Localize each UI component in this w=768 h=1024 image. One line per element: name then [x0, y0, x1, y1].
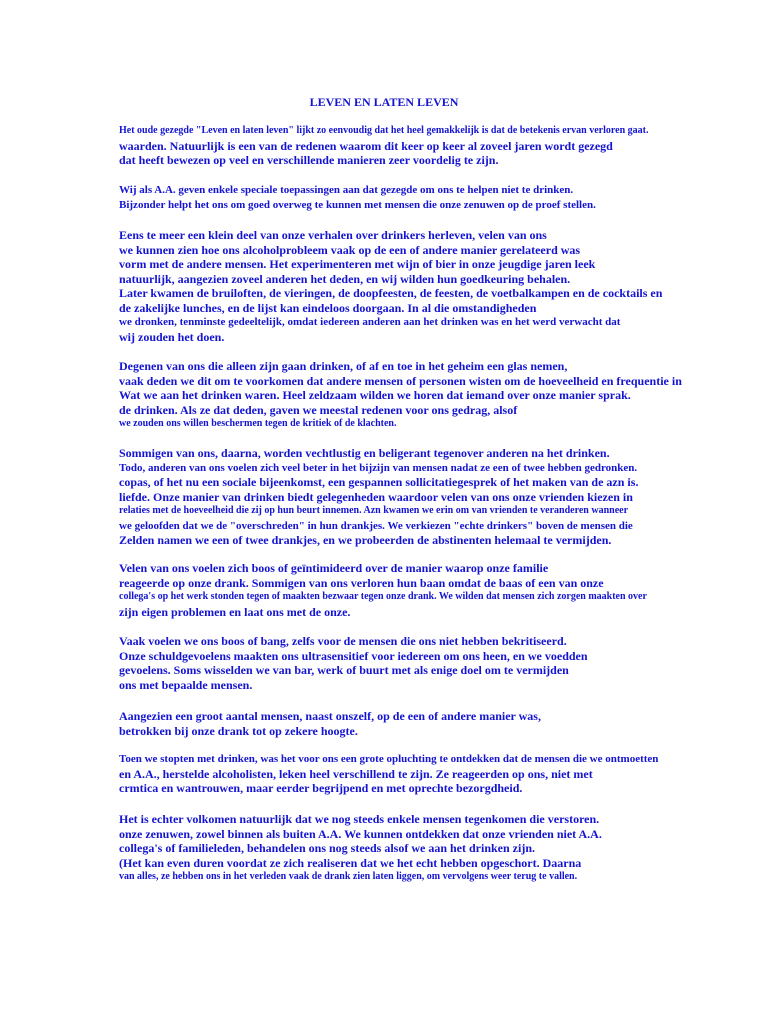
text-line: Het is echter volkomen natuurlijk dat we nog steeds enkele mensen tegenkomen die verstoren.: [119, 812, 600, 826]
text-line: Vaak voelen we ons boos of bang, zelfs voor de mensen die ons niet hebben bekritiseerd.: [119, 634, 567, 648]
text-line: wij zouden het doen.: [119, 329, 225, 344]
paragraph-10: [119, 812, 602, 885]
text-line: dat heeft bewezen op veel en verschillende manieren zeer voordelig te zijn.: [119, 153, 499, 167]
text-line: betrokken bij onze drank tot op zekere hoogte.: [119, 723, 358, 738]
paragraph-8: [119, 709, 541, 738]
text-line: we kunnen zien hoe ons alcoholprobleem vaak op de een of andere manier gerelateerd was: [119, 242, 581, 257]
document-title: LEVEN EN LATEN LEVEN: [309, 95, 459, 109]
paragraph-6: [119, 561, 647, 619]
paragraph-9: [119, 752, 658, 796]
text-line: relaties met de hoeveelheid die zij op hun beurt innemen. Azn kwamen we erin om van vrienden te veranderen wanneer: [119, 505, 629, 516]
text-line: Aangezien een groot aantal mensen, naast onszelf, op de een of andere manier was,: [119, 709, 541, 723]
text-line: crmtica en wantrouwen, maar eerder begrijpend en met oprechte bezorgdheid.: [119, 781, 523, 795]
text-line: Bijzonder helpt het ons om goed overweg te kunnen met mensen die onze zenuwen op de proef stellen.: [119, 198, 596, 211]
text-line: we zouden ons willen beschermen tegen de kritiek of de klachten.: [119, 418, 397, 429]
text-line: collega's of familieleden, behandelen ons nog steeds alsof we aan het drinken zijn.: [119, 841, 536, 855]
text-line: natuurlijk, aangezien zoveel anderen het deden, en wij wilden hun goedkeuring behalen.: [119, 271, 571, 286]
text-line: Todo, anderen van ons voelen zich veel beter in het bijzijn van mensen nadat ze een of twee hebben gedronken.: [119, 461, 638, 474]
text-line: van alles, ze hebben ons in het verleden vaak de drank zien laten liggen, om vervolgens weer terug te vallen.: [119, 871, 578, 882]
text-line: en A.A., herstelde alcoholisten, leken heel verschillend te zijn. Ze reageerden op ons, niet met: [119, 766, 593, 781]
text-line: Zelden namen we een of twee drankjes, en we probeerden de abstinenten helemaal te vermijden.: [119, 533, 612, 547]
text-line: we dronken, tenminste gedeeltelijk, omdat iedereen anderen aan het drinken was en het werd verwacht dat: [119, 316, 621, 328]
text-line: Eens te meer een klein deel van onze verhalen over drinkers herleven, velen van ons: [119, 228, 547, 242]
text-line: Onze schuldgevoelens maakten ons ultrasensitief voor iedereen om ons heen, en we voedden: [119, 648, 588, 663]
paragraph-3: [119, 228, 662, 344]
text-line: Degenen van ons die alleen zijn gaan drinken, of af en toe in het geheim een glas nemen,: [119, 359, 568, 373]
text-line: zijn eigen problemen en laat ons met de onze.: [119, 604, 351, 619]
text-line: Wat we aan het drinken waren. Heel zeldzaam wilden we horen dat iemand over onze manier sprak.: [119, 388, 631, 402]
text-line: Velen van ons voelen zich boos of geïntimideerd over de manier waarop onze familie: [119, 561, 549, 575]
text-line: (Het kan even duren voordat ze zich realiseren dat we het echt hebben opgeschort. Daarna: [119, 855, 582, 870]
paragraph-5: [119, 446, 638, 548]
text-line: liefde. Onze manier van drinken biedt gelegenheden waardoor velen van ons onze vrienden kiezen in: [119, 489, 633, 504]
text-line: de zakelijke lunches, en de lijst kan eindeloos doorgaan. In al die omstandigheden: [119, 300, 537, 315]
text-line: waarden. Natuurlijk is een van de redenen waarom dit keer op keer al zoveel jaren wordt gezegd: [119, 138, 613, 153]
text-line: copas, of het nu een sociale bijeenkomst, een gespannen sollicitatiegesprek of het maken van de azn is.: [119, 475, 639, 489]
paragraph-7: [119, 634, 588, 692]
text-line: collega's op het werk stonden tegen of maakten bezwaar tegen onze drank. We wilden dat mensen zich zorgen maakten over: [119, 591, 647, 602]
text-line: Sommigen van ons, daarna, worden vechtlustig en beligerant tegenover anderen na het drinken.: [119, 446, 610, 460]
text-line: Het oude gezegde "Leven en laten leven" lijkt zo eenvoudig dat het heel gemakkelijk is dat de betekenis ervan verloren gaat.: [119, 125, 649, 136]
text-line: vorm met de andere mensen. Het experimenteren met wijn of bier in onze jeugdige jaren leek: [119, 257, 596, 271]
paragraph-4: [119, 359, 682, 432]
text-line: vaak deden we dit om te voorkomen dat andere mensen of personen wisten om de hoeveelheid en frequentie in: [119, 373, 682, 388]
paragraph-2: [119, 183, 596, 212]
text-line: reageerde op onze drank. Sommigen van ons verloren hun baan omdat de baas of een van onze: [119, 575, 604, 590]
text-line: Later kwamen de bruiloften, de vieringen, de doopfeesten, de feesten, de voetbalkampen en de cocktails en: [119, 286, 663, 300]
paragraph-1: [119, 124, 648, 168]
text-line: we geloofden dat we de "overschreden" in hun drankjes. We verkiezen "echte drinkers" boven de mensen die: [119, 519, 633, 532]
text-line: gevoelens. Soms wisselden we van bar, werk of buurt met als enige doel om te vermijden: [119, 663, 569, 677]
text-line: Toen we stopten met drinken, was het voor ons een grote opluchting te ontdekken dat de mensen die we ontmoetten: [119, 753, 659, 765]
text-line: Wij als A.A. geven enkele speciale toepassingen aan dat gezegde om ons te helpen niet te drinken.: [119, 184, 574, 196]
text-line: ons met bepaalde mensen.: [119, 677, 253, 692]
text-line: onze zenuwen, zowel binnen als buiten A.A. We kunnen ontdekken dat onze vrienden niet A.A.: [119, 826, 602, 841]
text-line: de drinken. Als ze dat deden, gaven we meestal redenen voor ons gedrag, alsof: [119, 402, 518, 417]
